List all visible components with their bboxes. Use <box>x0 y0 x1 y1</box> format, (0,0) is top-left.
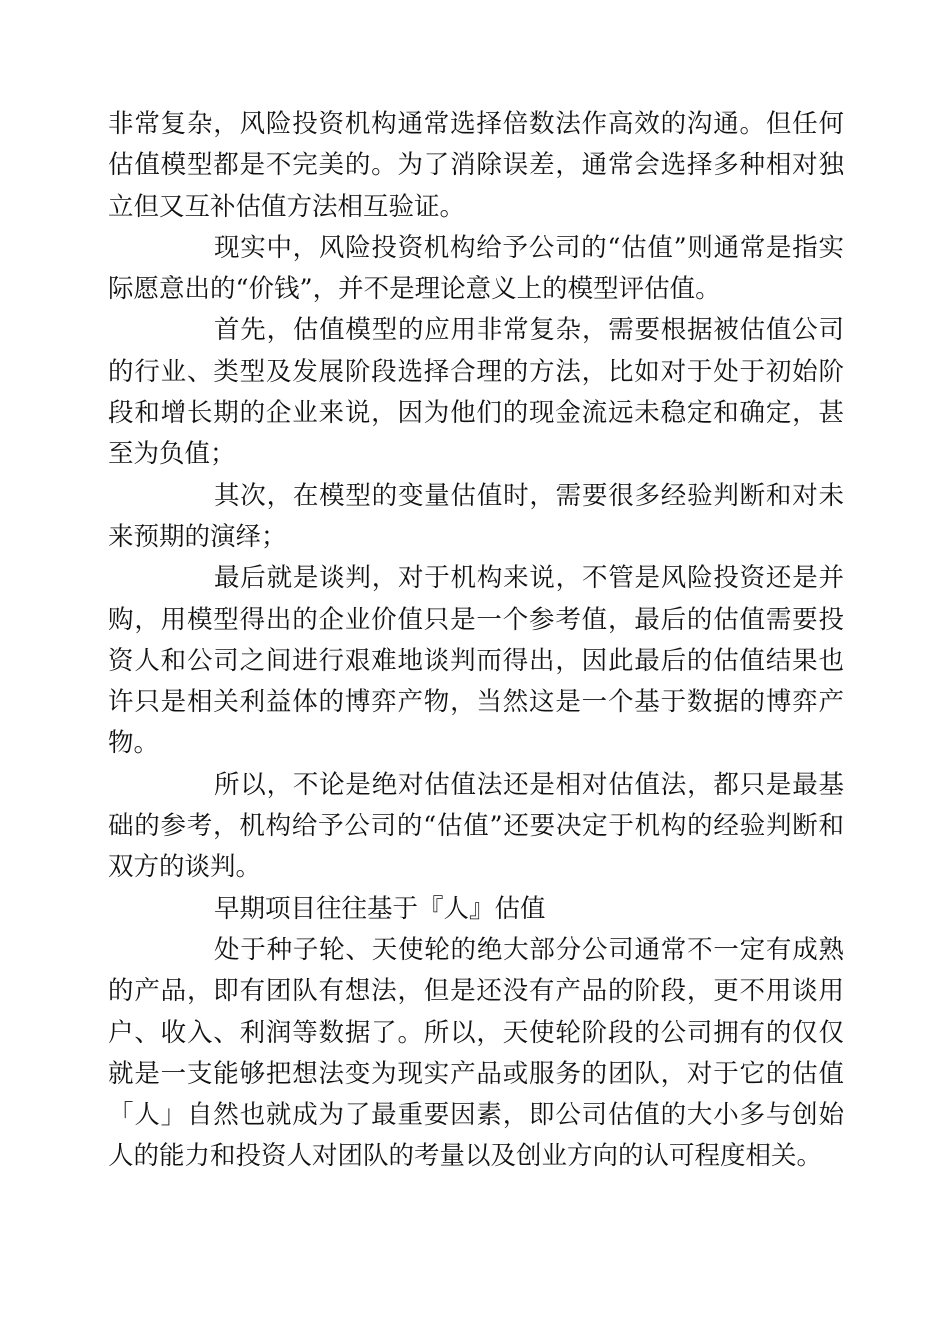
paragraph-second-reason: 其次，在模型的变量估值时，需要很多经验判断和对未来预期的演绎； <box>108 480 844 552</box>
paragraph-conclusion: 所以，不论是绝对估值法还是相对估值法，都只是最基础的参考，机构给予公司的“估值”还要决定于机构的经验判断和双方的谈判。 <box>108 769 844 883</box>
paragraph-final-negotiation: 最后就是谈判，对于机构来说，不管是风险投资还是并购，用模型得出的企业价值只是一个参考值，最后的估值需要投资人和公司之间进行艰难地谈判而得出，因此最后的估值结果也许只是相关利益体的博弈产物，当然这是一个基于数据的博弈产物。 <box>108 563 844 759</box>
paragraph-first-reason: 首先，估值模型的应用非常复杂，需要根据被估值公司的行业、类型及发展阶段选择合理的方法，比如对于处于初始阶段和增长期的企业来说，因为他们的现金流远未稳定和确定，甚至为负值； <box>108 315 844 470</box>
paragraph-continued-intro: 非常复杂，风险投资机构通常选择倍数法作高效的沟通。但任何估值模型都是不完美的。为了消除误差，通常会选择多种相对独立但又互补估值方法相互验证。 <box>108 109 844 222</box>
paragraph-seed-angel-stage: 处于种子轮、天使轮的绝大部分公司通常不一定有成熟的产品，即有团队有想法，但是还没有产品的阶段，更不用谈用户、收入、利润等数据了。所以，天使轮阶段的公司拥有的仅仅就是一支能够把想法变为现实产品或服务的团队，对于它的估值「人」自然也就成为了最重要因素，即公司估值的大小多与创始人的能力和投资人对团队的考量以及创业方向的认可程度相关。 <box>108 934 844 1172</box>
document-page <box>108 104 844 1178</box>
paragraph-reality-valuation: 现实中，风险投资机构给予公司的“估值”则通常是指实际愿意出的“价钱”，并不是理论意义上的模型评估值。 <box>108 232 844 305</box>
section-heading-early-projects: 早期项目往往基于『人』估值 <box>214 893 546 924</box>
